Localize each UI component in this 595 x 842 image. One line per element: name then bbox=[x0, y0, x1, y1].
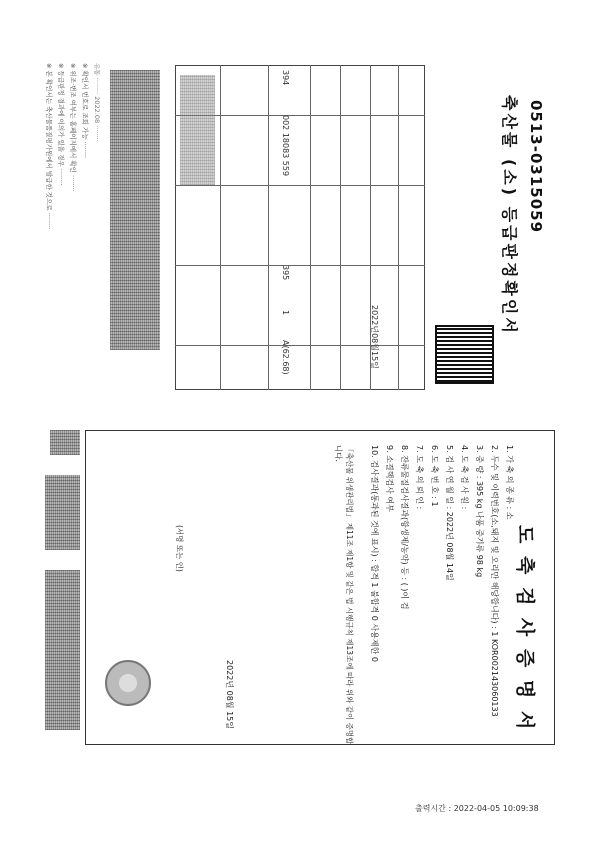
field-row: 6. 도 축 번 호 : 1 bbox=[430, 445, 439, 507]
field-row: 4. 도 축 검 사 원 : bbox=[460, 445, 469, 510]
field-row: 3. 중 량 : 395 kg 나품 중기류 98 kg bbox=[475, 445, 484, 578]
obscured-region bbox=[50, 430, 80, 455]
notice-line: 유통 ········ 2022.08 ········ bbox=[93, 63, 101, 142]
grade-code-value: A(62.68) bbox=[281, 340, 290, 375]
field-row: 1. 가 축 의 종 류 : 소 bbox=[505, 445, 514, 520]
field-row: 10. 검사결과(통과된 것에 표시) : 합격 1 불합격 0 사용제한 0 bbox=[370, 445, 379, 662]
certification-notice: 「축산물 위생관리법」 제11조 제1항 및 같은 법 시행규칙 제13조에 따라 위와 같이 증명합니다. bbox=[334, 445, 354, 745]
field-row: 2. 두수 및 이력번호(소,돼지 및 오리만 해당합니다) : 1 KOR002143060133 bbox=[490, 445, 499, 717]
notice-line: ※ 확인서 번호로 조회 가능 ········ bbox=[81, 63, 89, 159]
grading-cert-title: 축산물 (소) 등급판정확인서 bbox=[500, 95, 519, 336]
qr-code-icon bbox=[435, 325, 494, 384]
issue-date-value: 2022년08월15일 bbox=[370, 305, 379, 369]
issue-date: 2022년 08월 15일 bbox=[225, 660, 234, 729]
notice-line: ※ 위조·변조 여부는 홈페이지에서 확인 ········ bbox=[69, 63, 77, 192]
obscured-region bbox=[45, 570, 80, 730]
obscured-region bbox=[110, 70, 160, 350]
inner-code-value: 394 bbox=[281, 70, 290, 86]
field-row: 5. 검 사 연 월 일 : 2022년 08월 14일 bbox=[445, 445, 454, 581]
grading-cert-serial: 0513-0315059 bbox=[527, 100, 545, 234]
obscured-region bbox=[180, 75, 215, 185]
field-row: 8. 잔류물질검사결과(항생제/농약) 등 : ( )이 검 bbox=[400, 445, 409, 610]
field-row: 9. 소결핵검사 여부 bbox=[385, 445, 394, 512]
grading-certificate-panel bbox=[40, 55, 560, 395]
signature-label: (서명 또는 인) bbox=[175, 525, 184, 572]
field-row: 7. 도 축 의 뢰 인 : bbox=[415, 445, 424, 510]
obscured-region bbox=[45, 475, 80, 550]
notice-line: ※ 본 확인서는 축산물품질평가원에서 발급한 것으로 ········ bbox=[45, 63, 53, 230]
grade-cell-value: 1 bbox=[281, 310, 290, 316]
notice-line: ※ 등급판정 결과에 이의가 있을 경우 ········ bbox=[57, 63, 65, 186]
inner-code-value: 002 18083 559 bbox=[281, 115, 290, 177]
print-timestamp: 출력시간 : 2022-04-05 10:09:38 bbox=[415, 804, 539, 813]
official-seal-icon bbox=[105, 660, 151, 706]
weight-value: 395 bbox=[281, 265, 290, 281]
slaughter-cert-title: 도 축 검 사 증 명 서 bbox=[514, 525, 536, 733]
slaughter-certificate-panel bbox=[85, 430, 555, 760]
